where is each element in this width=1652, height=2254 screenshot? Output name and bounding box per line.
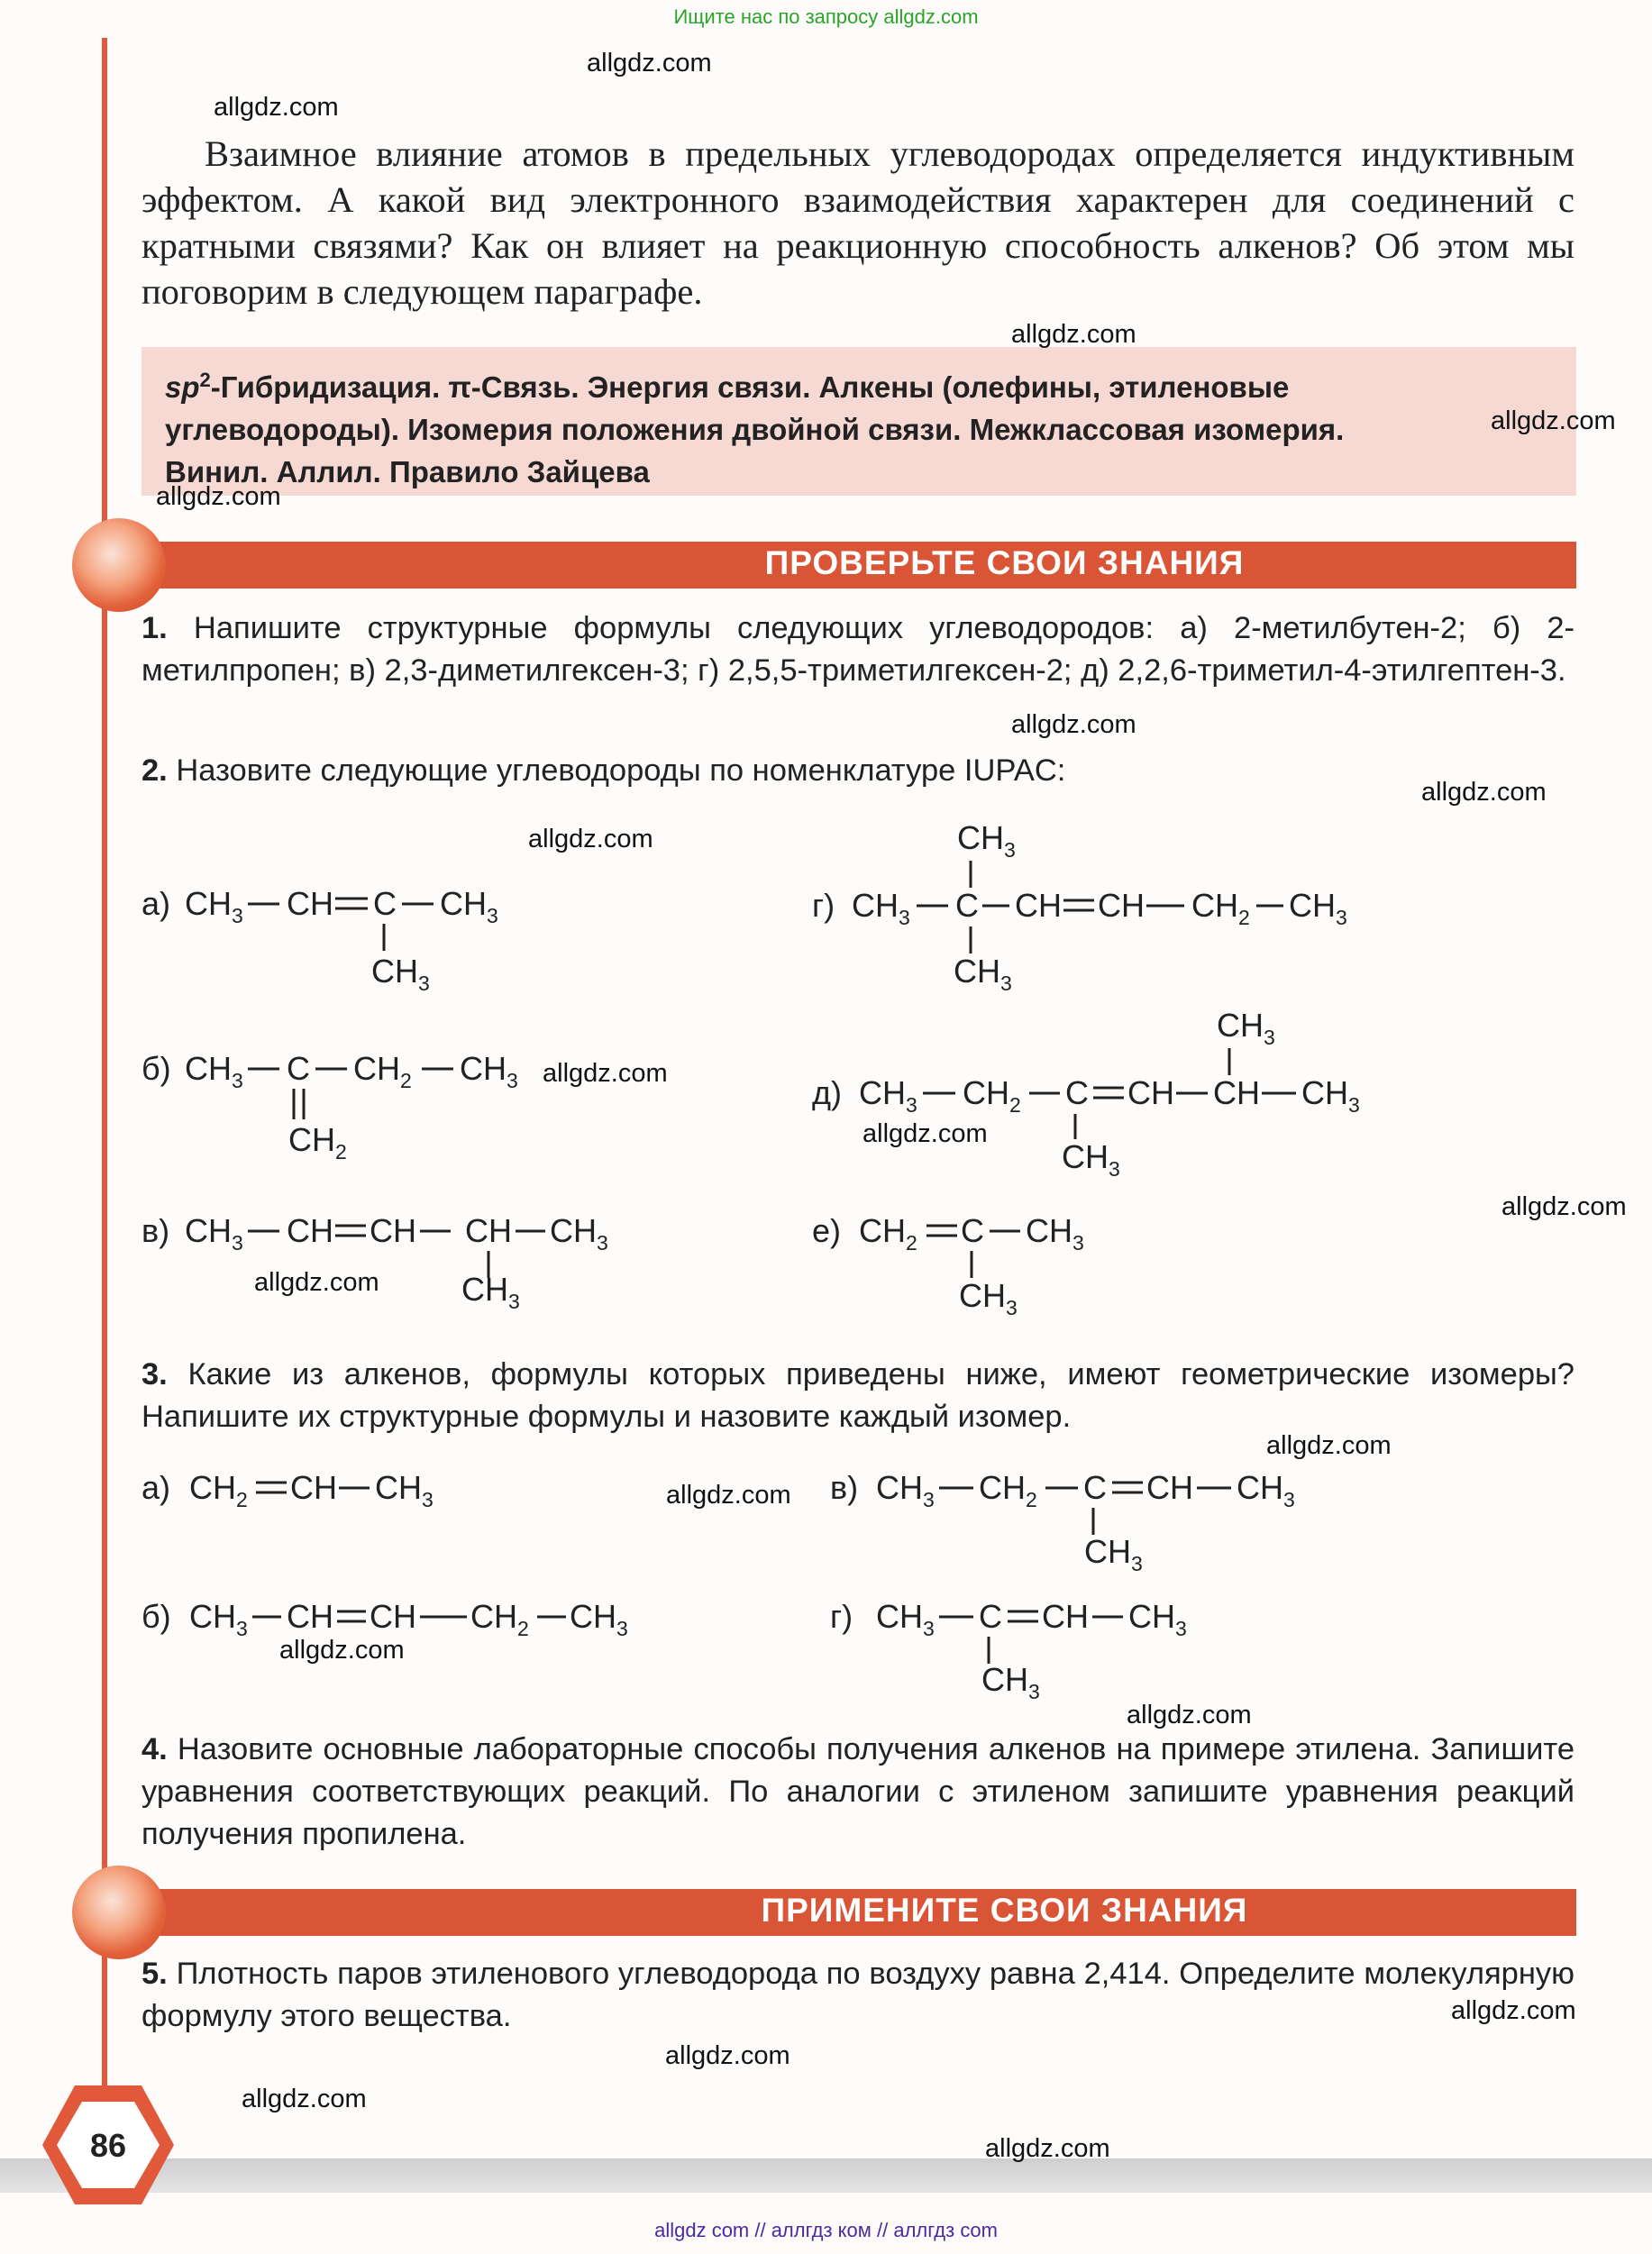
svg-text:CH3: $CH_3$: [1289, 887, 1347, 929]
svg-text:CH3: $CH_3$: [959, 1277, 1018, 1319]
svg-text:C: C: [955, 887, 979, 924]
svg-text:CH: CH: [1042, 1598, 1089, 1635]
watermark: allgdz.com: [863, 1119, 988, 1148]
watermark: allgdz.com: [1451, 1996, 1576, 2025]
watermark: allgdz.com: [1011, 710, 1136, 739]
watermark: allgdz.com: [254, 1268, 379, 1297]
svg-text:CH: CH: [370, 1598, 416, 1635]
svg-text:б): б): [141, 1050, 171, 1087]
svg-text:CH: CH: [465, 1212, 512, 1249]
watermark: allgdz.com: [587, 49, 712, 78]
svg-text:CH: CH: [1098, 887, 1145, 924]
svg-text:CH3: $CH_3$: [1217, 1007, 1275, 1049]
svg-text:CH: CH: [290, 1469, 337, 1506]
formula-3b: [141, 1598, 628, 1640]
svg-text:CH2: $CH_2$: [979, 1469, 1037, 1511]
svg-text:CH3: $CH_3$: [1301, 1074, 1360, 1117]
bottom-rule: [0, 2158, 1652, 2193]
section-title-apply: ПРИМЕНИТЕ СВОИ ЗНАНИЯ: [761, 1892, 1248, 1929]
formula-2v: [141, 1212, 608, 1313]
svg-text:г): г): [812, 887, 835, 924]
section-bullet-circle: [72, 1866, 166, 1959]
svg-text:CH3: $CH_3$: [440, 885, 498, 927]
svg-text:CH2: $CH_2$: [288, 1121, 347, 1164]
svg-text:CH: CH: [287, 885, 333, 922]
bottom-site-links[interactable]: allgdz com // аллгдз ком // аллгдз сom: [654, 2219, 998, 2241]
svg-text:CH: CH: [370, 1212, 416, 1249]
formula-2a: [141, 885, 498, 995]
svg-text:а): а): [141, 1469, 171, 1506]
watermark: allgdz.com: [665, 2041, 790, 2070]
svg-text:CH: CH: [1146, 1469, 1193, 1506]
intro-paragraph: Взаимное влияние атомов в предельных углеводородах определяется индуктивным эффектом. А какой вид электронного взаимодействия характерен для соединений с кратными связями? Как он влияет на реакционную способность алкенов? Об этом мы поговорим в следующем параграфе.: [141, 133, 1574, 312]
svg-text:CH2: $CH_2$: [859, 1212, 917, 1255]
svg-text:CH3: $CH_3$: [185, 1050, 243, 1092]
svg-text:CH3: $CH_3$: [570, 1598, 628, 1640]
svg-text:C: C: [1083, 1469, 1107, 1506]
svg-text:CH3: $CH_3$: [185, 1212, 243, 1255]
svg-text:CH3: $CH_3$: [461, 1271, 520, 1313]
svg-text:CH3: $CH_3$: [1062, 1138, 1120, 1181]
svg-text:CH3: $CH_3$: [852, 887, 910, 929]
svg-text:C: C: [373, 885, 397, 922]
svg-text:CH3: $CH_3$: [1084, 1533, 1143, 1575]
svg-text:CH: CH: [287, 1598, 333, 1635]
watermark: allgdz.com: [1491, 406, 1616, 435]
svg-text:CH3: $CH_3$: [859, 1074, 917, 1117]
svg-text:CH2: $CH_2$: [1191, 887, 1250, 929]
task-2: 2. Назовите следующие углеводороды по номенклатуре IUPAC:: [141, 753, 1066, 788]
section-title-check: ПРОВЕРЬТЕ СВОИ ЗНАНИЯ: [764, 544, 1245, 581]
svg-text:в): в): [830, 1469, 859, 1506]
key-terms: $sp^2$-Гибридизация. π-Связь. Энергия связи. Алкены (олефины, этиленовые углеводороды). Изомерия положения двойной связи. Межклассовая изомерия. Винил. Аллил. Правило Зайцева: [165, 369, 1345, 488]
svg-text:CH3: $CH_3$: [189, 1598, 248, 1640]
svg-text:CH2: $CH_2$: [353, 1050, 412, 1092]
formula-2e: [812, 1212, 1084, 1319]
svg-text:C: C: [961, 1212, 984, 1249]
svg-text:CH2: $CH_2$: [963, 1074, 1021, 1117]
svg-text:б): б): [141, 1598, 171, 1635]
watermark: allgdz.com: [1011, 320, 1136, 349]
formula-2d: [812, 1007, 1360, 1181]
formula-3g: [830, 1598, 1187, 1703]
svg-text:C: C: [287, 1050, 310, 1087]
watermark: allgdz.com: [666, 1481, 791, 1510]
watermark: allgdz.com: [279, 1636, 405, 1665]
svg-text:CH: CH: [1015, 887, 1062, 924]
task-1: 1. Напишите структурные формулы следующих углеводородов: а) 2-метилбутен-2; б) 2-метилпропен; в) 2,3-диметилгексен-3; г) 2,5,5-триметилгексен-2; д) 2,2,6-триметил-4-этилгептен-3.: [141, 611, 1574, 688]
svg-text:CH2: $CH_2$: [470, 1598, 529, 1640]
watermark: allgdz.com: [1266, 1431, 1392, 1460]
svg-text:C: C: [979, 1598, 1002, 1635]
watermark: allgdz.com: [985, 2134, 1110, 2163]
svg-text:в): в): [141, 1212, 170, 1249]
svg-text:е): е): [812, 1212, 842, 1249]
svg-text:CH3: $CH_3$: [981, 1661, 1040, 1703]
svg-text:86: 86: [89, 2127, 127, 2164]
svg-text:CH3: $CH_3$: [876, 1598, 935, 1640]
svg-text:CH: CH: [1127, 1074, 1174, 1111]
watermark: allgdz.com: [1127, 1701, 1252, 1729]
watermark: allgdz.com: [1501, 1192, 1627, 1221]
watermark: allgdz.com: [242, 2085, 367, 2113]
svg-text:г): г): [830, 1598, 853, 1635]
svg-text:CH: CH: [1213, 1074, 1260, 1111]
svg-text:CH3: $CH_3$: [957, 819, 1016, 862]
watermark: allgdz.com: [543, 1059, 668, 1088]
svg-text:CH3: $CH_3$: [1237, 1469, 1295, 1511]
svg-text:CH3: $CH_3$: [954, 953, 1012, 995]
svg-text:CH3: $CH_3$: [1128, 1598, 1187, 1640]
svg-text:CH3: $CH_3$: [550, 1212, 608, 1255]
watermark: allgdz.com: [1421, 778, 1547, 807]
task-5: 5. Плотность паров этиленового углеводорода по воздуху равна 2,414. Определите молекулярную формулу этого вещества.: [141, 1957, 1574, 2033]
watermark: allgdz.com: [528, 825, 653, 853]
svg-text:а): а): [141, 885, 171, 922]
formula-2g: [812, 819, 1347, 995]
svg-text:CH2: $CH_2$: [189, 1469, 248, 1511]
svg-text:CH: CH: [287, 1212, 333, 1249]
formula-3v: [830, 1469, 1295, 1575]
svg-text:CH3: $CH_3$: [460, 1050, 518, 1092]
formula-3a: [141, 1469, 434, 1511]
svg-text:CH3: $CH_3$: [876, 1469, 935, 1511]
svg-text:CH3: $CH_3$: [185, 885, 243, 927]
top-search-link[interactable]: Ищите нас по запросу allgdz.com: [673, 5, 979, 28]
page-number-badge: [41, 2082, 176, 2208]
svg-text:д): д): [812, 1074, 842, 1111]
task-3: 3. Какие из алкенов, формулы которых приведены ниже, имеют геометрические изомеры? Напишите их структурные формулы и назовите каждый изомер.: [141, 1357, 1574, 1434]
svg-text:CH3: $CH_3$: [1026, 1212, 1084, 1255]
svg-text:CH3: $CH_3$: [375, 1469, 434, 1511]
task-4: 4. Назовите основные лабораторные способы получения алкенов на примере этилена. Запишите уравнения соответствующих реакций. По аналогии с этиленом запишите уравнения реакций получения пропилена.: [141, 1732, 1575, 1851]
svg-text:CH3: $CH_3$: [371, 953, 430, 995]
watermark: allgdz.com: [214, 93, 339, 122]
formula-2b: [141, 1050, 518, 1164]
svg-text:C: C: [1065, 1074, 1089, 1111]
watermark: allgdz.com: [156, 482, 281, 511]
